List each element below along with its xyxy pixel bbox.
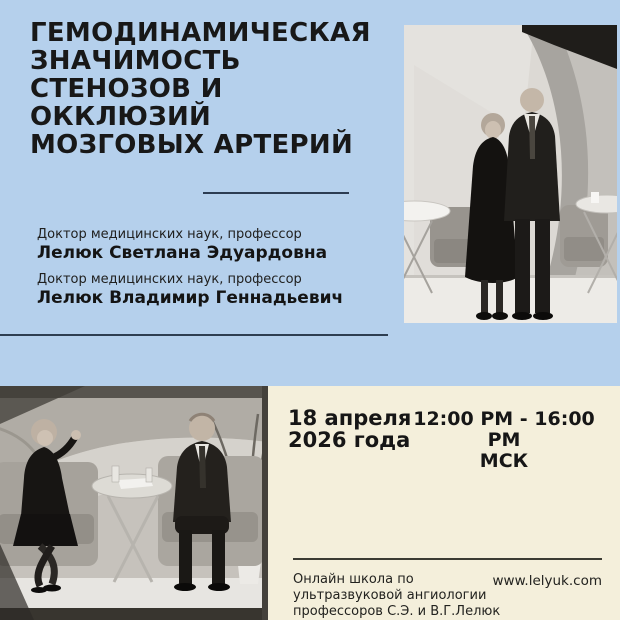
school-info-line: Онлайн школа по [293,572,414,587]
speaker-role: Доктор медицинских наук, профессор [37,272,302,287]
title-line: МОЗГОВЫХ АРТЕРИЙ [30,130,354,160]
footer-divider [293,558,602,560]
event-date [288,407,411,451]
speaker-role: Доктор медицинских наук, профессор [37,227,302,242]
title-line: СТЕНОЗОВ И [30,74,223,104]
speaker-name: Лелюк Светлана Эдуардовна [37,243,328,263]
speaker-block-svetlana [37,227,327,263]
website-link[interactable]: www.lelyuk.com [492,573,602,589]
title-line: ОККЛЮЗИЙ [30,102,212,132]
event-time [404,409,604,472]
event-time-range: 12:00 PM - 16:00 PM [413,408,595,451]
school-info-line: ультразвуковой ангиологии [293,588,487,603]
event-date-line: 18 апреля [288,406,412,430]
event-title [30,19,371,159]
speaker-block-vladimir [37,272,343,308]
photo-speakers-standing [404,25,617,323]
speaker-name: Лелюк Владимир Геннадьевич [37,288,344,308]
title-line: ГЕМОДИНАМИЧЕСКАЯ [30,18,371,48]
school-info [293,572,500,620]
event-timezone: МСК [479,450,529,472]
event-date-line: 2026 года [288,428,411,452]
school-info-line: профессоров С.Э. и В.Г.Лелюк [293,604,501,619]
photo-speakers-seated [0,386,268,620]
title-underline-divider [203,192,349,194]
section-divider [0,334,388,336]
title-line: ЗНАЧИМОСТЬ [30,46,241,76]
bottom-section [0,386,620,620]
